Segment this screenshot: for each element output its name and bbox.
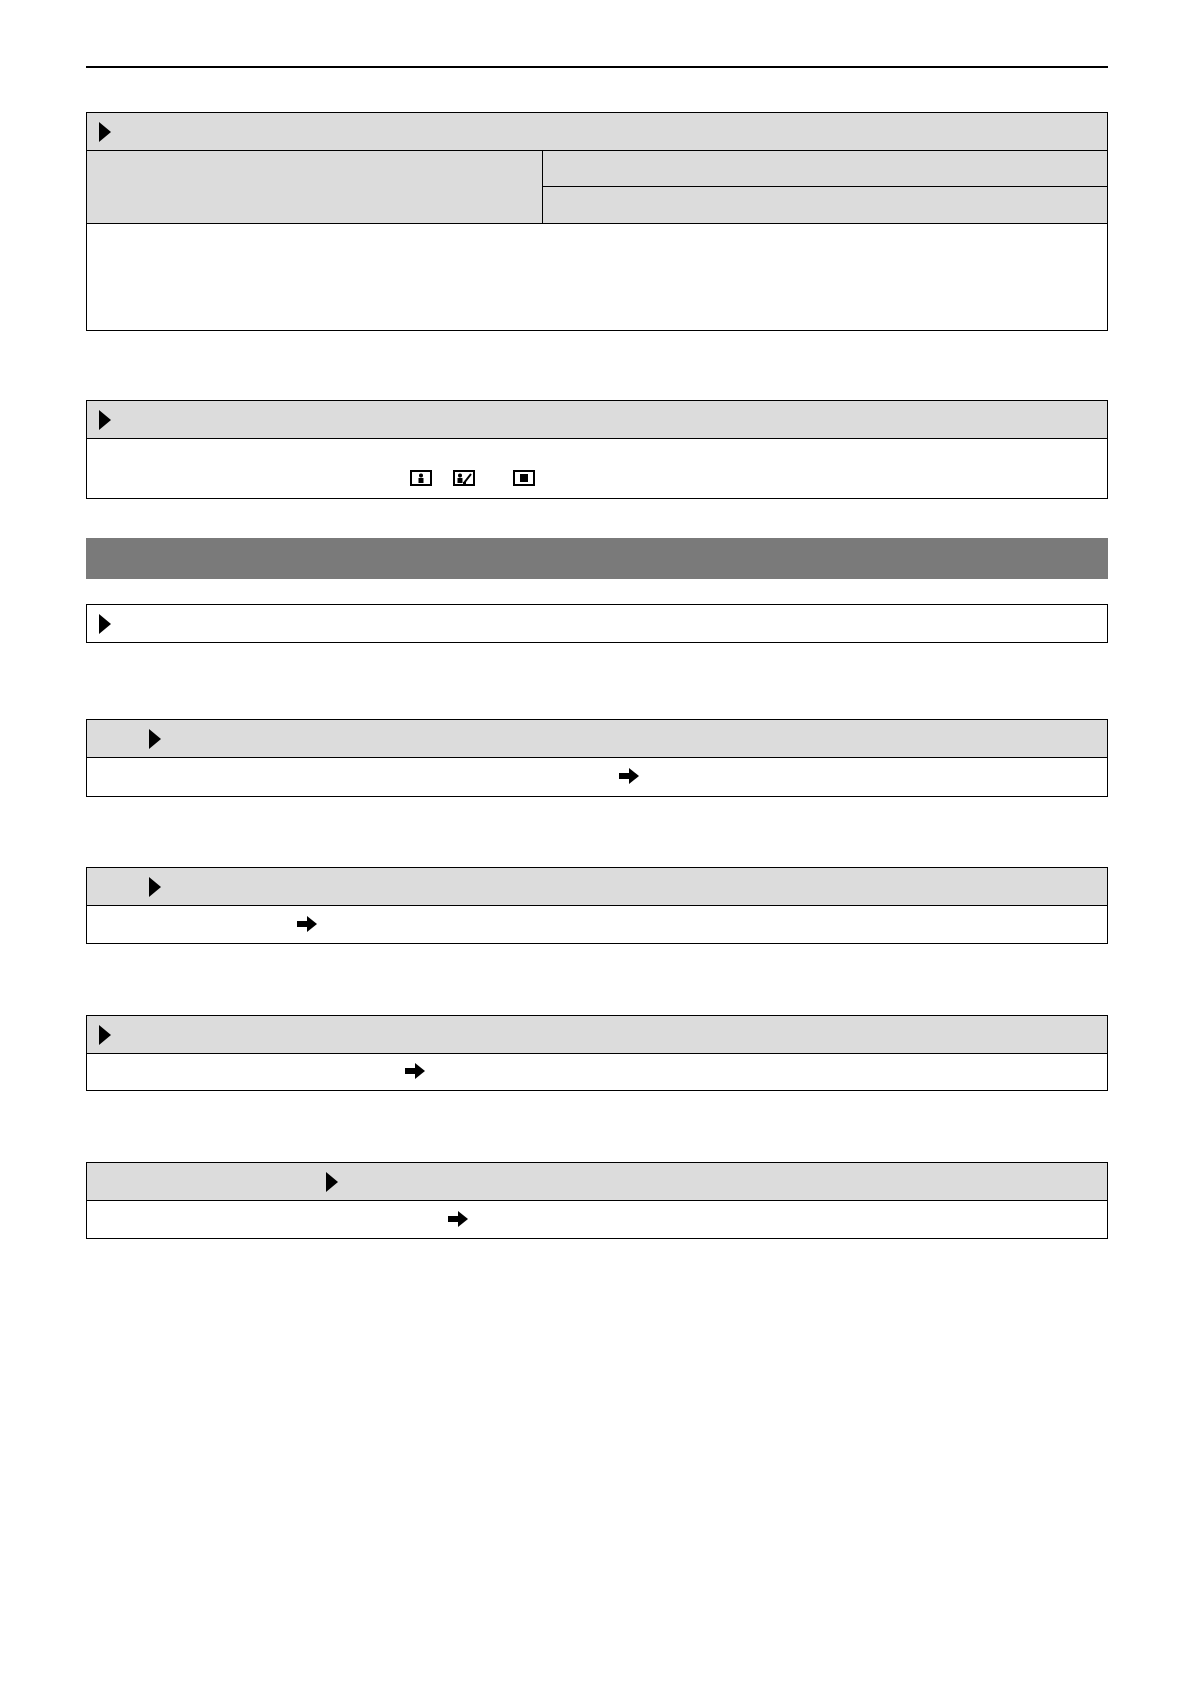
entry-2-body — [87, 906, 1107, 942]
entry-3-header — [87, 1016, 1107, 1054]
entry-4-header — [87, 1163, 1107, 1201]
table-2-body — [87, 439, 1107, 498]
play-triangle-icon — [149, 877, 161, 897]
portrait-icon — [410, 470, 432, 486]
play-triangle-icon — [99, 614, 111, 634]
play-triangle-icon — [99, 1025, 111, 1045]
right-arrow-icon — [403, 1061, 427, 1081]
square-icon — [513, 470, 535, 486]
right-arrow-icon — [617, 766, 641, 786]
entry-box-2 — [86, 867, 1108, 944]
entry-1-header — [87, 720, 1107, 758]
play-triangle-icon — [149, 729, 161, 749]
right-arrow-icon — [446, 1209, 470, 1229]
entry-4-body — [87, 1201, 1107, 1237]
info-table-1 — [86, 112, 1108, 331]
header-rule — [86, 66, 1108, 68]
entry-2-header — [87, 868, 1107, 906]
table-1-right-bottom — [543, 187, 1107, 224]
table-2-header — [87, 401, 1107, 439]
entry-box-4 — [86, 1162, 1108, 1239]
entry-box-3 — [86, 1015, 1108, 1091]
table-1-description — [87, 224, 1107, 328]
entry-1-body — [87, 758, 1107, 795]
portrait-edit-icon — [453, 470, 475, 486]
info-table-2 — [86, 400, 1108, 499]
entry-box-1 — [86, 719, 1108, 797]
right-arrow-icon — [295, 914, 319, 934]
nav-box[interactable] — [86, 604, 1108, 643]
play-triangle-icon — [326, 1172, 338, 1192]
table-1-left-cell — [87, 151, 543, 224]
section-band — [86, 538, 1108, 579]
table-1-header — [87, 113, 1107, 151]
entry-3-body — [87, 1054, 1107, 1089]
table-1-right-top — [543, 151, 1107, 187]
play-triangle-icon — [99, 410, 111, 430]
play-triangle-icon — [99, 122, 111, 142]
